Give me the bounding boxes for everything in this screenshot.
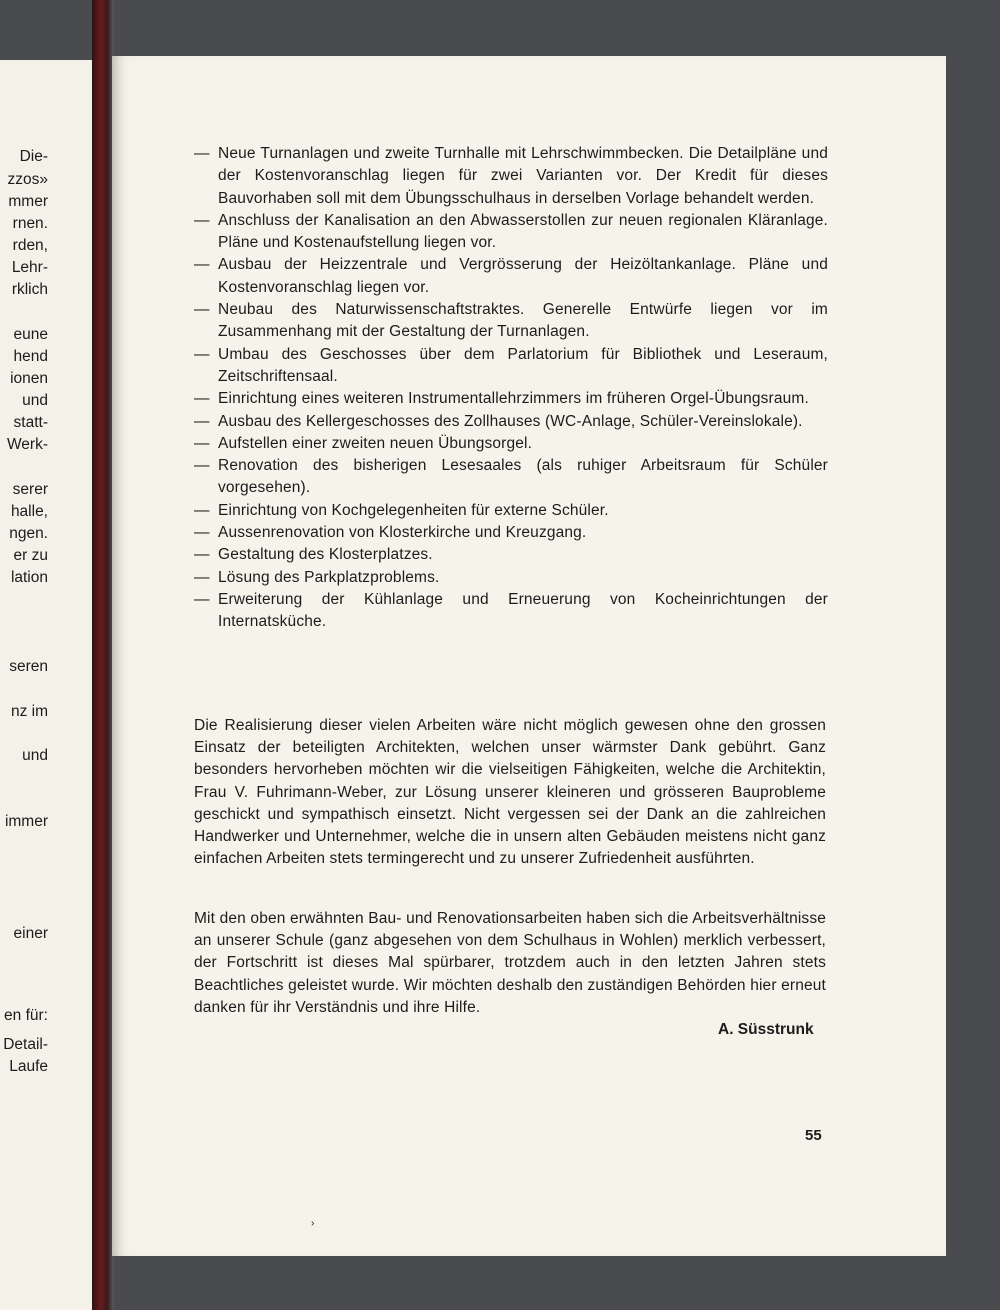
left-page-fragment: Werk- bbox=[6, 436, 48, 453]
list-dash: — bbox=[194, 211, 210, 229]
left-page-fragment: en für: bbox=[4, 1007, 48, 1024]
left-page-fragment: statt- bbox=[13, 414, 48, 431]
list-dash: — bbox=[194, 345, 210, 363]
author-signature: A. Süsstrunk bbox=[718, 1021, 814, 1038]
left-page-fragment: eune bbox=[13, 326, 48, 343]
list-item bbox=[194, 522, 828, 544]
list-item-text: Ausbau der Heizzentrale und Vergrösserung der Heizöltankanlage. Pläne und Kostenvoranschlag liegen vor. bbox=[218, 256, 828, 296]
list-item bbox=[194, 567, 828, 589]
list-dash: — bbox=[194, 501, 210, 519]
list-item bbox=[194, 500, 828, 522]
left-page-fragment: serer bbox=[12, 481, 48, 498]
left-page-fragment: er zu bbox=[13, 547, 48, 564]
list-item-text: Aussenrenovation von Klosterkirche und Kreuzgang. bbox=[218, 524, 587, 542]
list-item-text: Gestaltung des Klosterplatzes. bbox=[218, 546, 433, 564]
list-item-text: Einrichtung von Kochgelegenheiten für externe Schüler. bbox=[218, 501, 609, 519]
left-page-fragment: Detail- bbox=[3, 1036, 48, 1053]
list-item bbox=[194, 254, 828, 299]
left-page-fragment: ngen. bbox=[9, 525, 48, 542]
paragraph-thanks: Die Realisierung dieser vielen Arbeiten wäre nicht möglich gewesen ohne den grossen Einsatz der beteiligten Architekten, welchen unser wärmster Dank gebührt. Ganz besonders hervorheben möchten wir die vielseitigen Fähigkeiten, welche die Architektin, Frau V. Fuhrimann-Weber, zur Lösung unserer kleineren und grösseren Bauprobleme geschickt und sympathisch einsetzt. Nicht vergessen sei der Dank an die zahlreichen Handwerker und Unternehmer, welche die in unsern alten Gebäuden meistens nicht ganz einfachen Arbeiten stets termingerecht und zu unserer Zufriedenheit ausführten. bbox=[194, 717, 826, 868]
list-dash: — bbox=[194, 568, 210, 586]
list-dash: — bbox=[194, 145, 210, 162]
left-page-fragment: ionen bbox=[10, 370, 48, 387]
left-page-fragment: immer bbox=[4, 813, 48, 830]
list-item-text: Aufstellen einer zweiten neuen Übungsorgel. bbox=[218, 434, 533, 452]
left-page-fragment: mmer bbox=[8, 193, 48, 210]
left-page-fragment: lation bbox=[10, 569, 48, 586]
list-item-text: Einrichtung eines weiteren Instrumentallehrzimmers im früheren Orgel-Übungsraum. bbox=[218, 390, 809, 408]
left-page bbox=[0, 60, 96, 1310]
list-item bbox=[194, 299, 828, 344]
list-dash: — bbox=[194, 434, 210, 452]
left-page-fragment: hend bbox=[13, 348, 48, 365]
list-dash: — bbox=[194, 457, 210, 475]
list-item-text: Neubau des Naturwissenschaftstraktes. Generelle Entwürfe liegen vor im Zusammenhang mit der Gestaltung der Turnanlagen. bbox=[218, 301, 828, 341]
list-item bbox=[194, 589, 828, 634]
left-page-fragment: rden, bbox=[12, 237, 48, 254]
left-page-fragment: und bbox=[22, 392, 48, 409]
left-page-fragment: Die- bbox=[19, 148, 48, 165]
left-page-fragment: zzos» bbox=[7, 171, 48, 188]
left-page-fragment: rnen. bbox=[12, 215, 48, 232]
list-item bbox=[194, 210, 828, 255]
list-item-text: Umbau des Geschosses über dem Parlatorium für Bibliothek und Leseraum, Zeitschriftensaal. bbox=[218, 345, 828, 385]
list-dash: — bbox=[194, 301, 210, 319]
left-page-fragment: Laufe bbox=[9, 1058, 48, 1075]
list-item bbox=[194, 344, 828, 389]
page-number: 55 bbox=[805, 1127, 822, 1144]
list-dash: — bbox=[194, 524, 210, 542]
list-item bbox=[194, 143, 828, 210]
list-item-text: Renovation des bisherigen Lesesaales (als ruhiger Arbeitsraum für Schüler vorgesehen). bbox=[218, 457, 828, 497]
list-item-text: Erweiterung der Kühlanlage und Erneuerung von Kocheinrichtungen der Internatsküche. bbox=[218, 590, 828, 631]
work-list bbox=[194, 143, 828, 634]
list-item bbox=[194, 433, 828, 455]
left-page-fragment: rklich bbox=[11, 281, 48, 298]
stray-mark: › bbox=[311, 1218, 315, 1229]
list-item-text: Ausbau des Kellergeschosses des Zollhauses (WC-Anlage, Schüler-Vereinslokale). bbox=[218, 412, 803, 430]
list-dash: — bbox=[194, 390, 210, 408]
left-page-fragment: nz im bbox=[10, 703, 48, 720]
paragraph-conclusion: Mit den oben erwähnten Bau- und Renovationsarbeiten haben sich die Arbeitsverhältnisse an unserer Schule (ganz abgesehen von dem Schulhaus in Wohlen) merklich verbessert, der Fortschritt ist dieses Mal spürbarer, trotzdem auch in den letzten Jahren stets Beachtliches geleistet wurde. Wir möchten deshalb den zuständigen Behörden hier erneut danken für ihr Verständnis und ihre Hilfe. bbox=[194, 910, 826, 1016]
left-page-fragment: seren bbox=[9, 658, 48, 675]
list-dash: — bbox=[194, 590, 210, 608]
left-page-fragment: und bbox=[22, 747, 48, 764]
left-page-fragment: halle, bbox=[10, 503, 48, 520]
list-dash: — bbox=[194, 412, 210, 430]
list-dash: — bbox=[194, 546, 210, 564]
list-item-text: Anschluss der Kanalisation an den Abwasserstollen zur neuen regionalen Kläranlage. Pläne und Kostenaufstellung liegen vor. bbox=[218, 211, 828, 252]
list-item bbox=[194, 455, 828, 500]
book-spine bbox=[92, 0, 114, 1310]
list-item bbox=[194, 411, 828, 433]
left-page-fragment: Lehr- bbox=[11, 259, 48, 276]
left-page-fragment: einer bbox=[13, 925, 48, 942]
list-item-text: Lösung des Parkplatzproblems. bbox=[218, 568, 440, 586]
list-item bbox=[194, 388, 828, 410]
list-item bbox=[194, 544, 828, 566]
list-dash: — bbox=[194, 256, 210, 274]
list-item-text: Neue Turnanlagen und zweite Turnhalle mit Lehrschwimmbecken. Die Detailpläne und der Kostenvoranschlag liegen für zwei Varianten vor. Der Kredit für dieses Bauvorhaben soll mit dem Übungsschulhaus in derselben Vorlage behandelt werden. bbox=[218, 145, 828, 207]
